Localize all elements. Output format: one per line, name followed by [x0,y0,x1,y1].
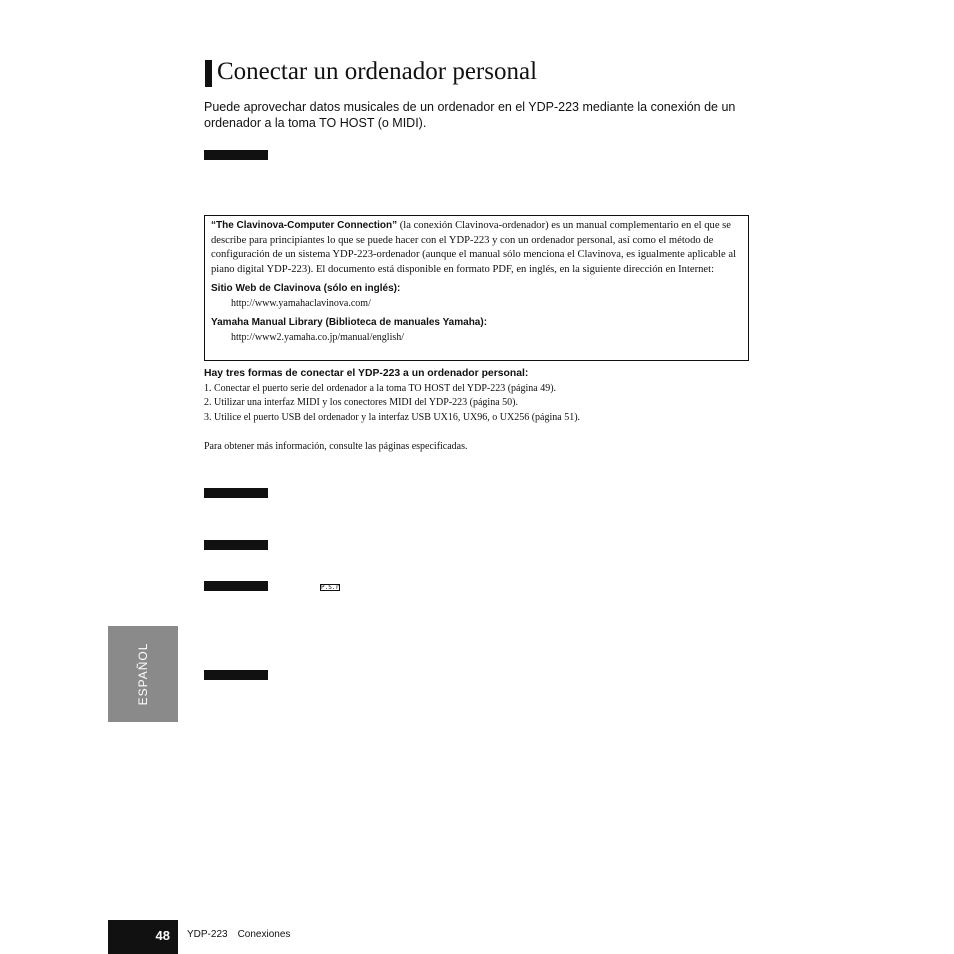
manual-title: “The Clavinova-Computer Connection” [211,220,398,231]
language-tab [108,626,178,722]
info-box [204,215,749,361]
site2-url[interactable]: http://www2.yamaha.co.jp/manual/english/ [231,331,405,343]
page-title: Conectar un ordenador personal [217,58,538,85]
page-number: 48 [155,928,170,943]
footer [187,929,290,940]
list-item: 1. Conectar el puerto serie del ordenador a la toma TO HOST del YDP-223 (página 49). [204,382,557,394]
note-marker-bar [204,581,268,591]
note-marker-bar [204,150,268,160]
note-marker-bar [204,488,268,498]
connection-methods-heading: Hay tres formas de conectar el YDP-223 a un ordenador personal: [204,368,529,379]
site1-url[interactable]: http://www.yamahaclavinova.com/ [231,297,371,309]
list-item: 2. Utilizar una interfaz MIDI y los conectores MIDI del YDP-223 (página 50). [204,397,518,409]
note-marker-bar [204,670,268,680]
connection-methods [204,367,764,425]
list-item: 3. Utilice el puerto USB del ordenador y la interfaz USB UX16, UX96, o UX256 (página 51). [204,411,581,423]
site1-label: Sitio Web de Clavinova (sólo en inglés): [211,283,401,294]
note-marker-bar [204,540,268,550]
page-number-box [108,920,178,954]
lcd-display-icon: P.S.r [321,584,340,591]
info-box-text [211,219,742,277]
manual-description: (la conexión Clavinova-ordenador) es un manual complementario en el que se describe para principiantes lo que se puede hacer con el YDP-223 y con un ordenador personal, así como el método de configuración de un sistema YDP-223-ordenador (aunque el manual sólo menciona el Clavinova, es igualmente aplicable al piano digital YDP-223). El documento está disponible en formato PDF, en inglés, en la siguiente dirección en Internet: [211,220,737,275]
footer-model: YDP-223 [187,929,228,940]
more-info-text: Para obtener más información, consulte las páginas especificadas. [204,441,468,452]
intro-paragraph: Puede aprovechar datos musicales de un ordenador en el YDP-223 mediante la conexión de un ordenador a la toma TO HOST (o MIDI). [204,100,736,130]
title-accent-bar [205,60,212,87]
language-tab-label: ESPAÑOL [136,642,150,706]
site2-label: Yamaha Manual Library (Biblioteca de manuales Yamaha): [211,317,488,328]
footer-section: Conexiones [237,929,291,940]
